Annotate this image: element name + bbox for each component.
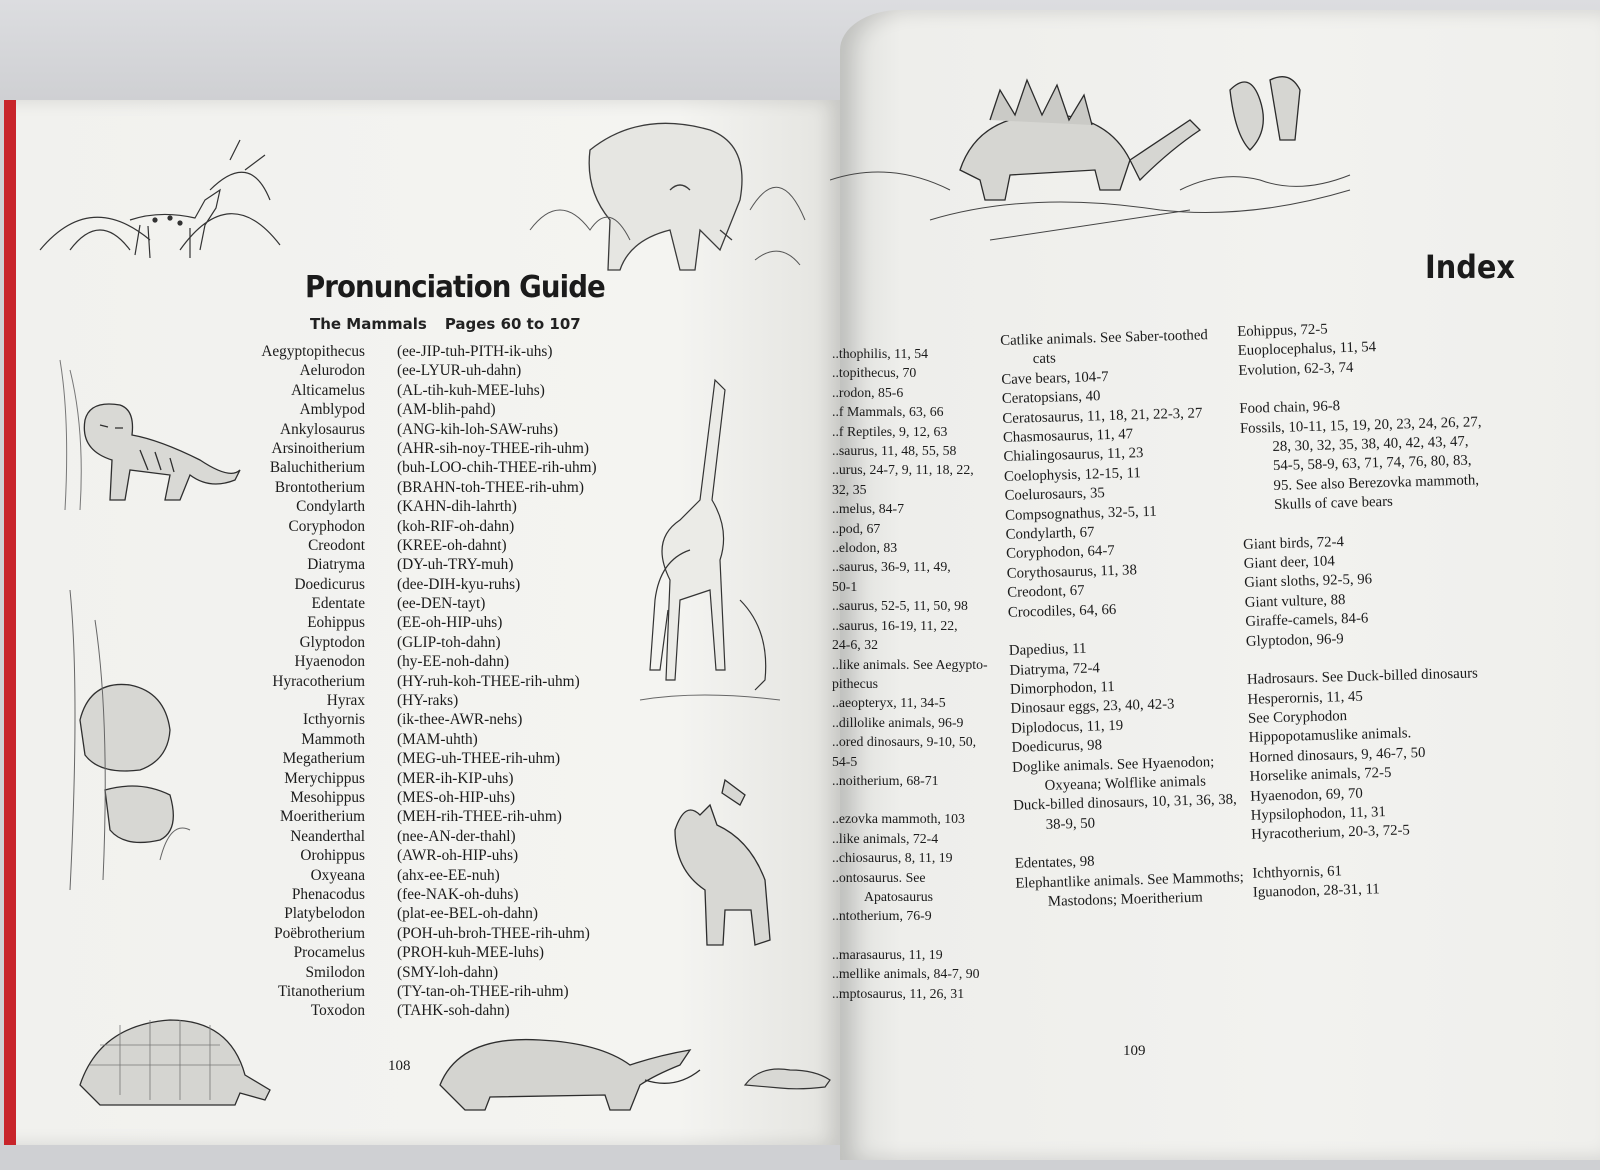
index-entry: Chialingosaurus, 11, 23 — [1003, 445, 1144, 466]
index-entry: 54-5 — [832, 753, 858, 769]
pronunciation: (MES-oh-HIP-uhs) — [397, 788, 516, 806]
index-entry: ..like animals. See Aegypto- — [832, 656, 988, 672]
pronunciation: (TY-tan-oh-THEE-rih-uhm) — [397, 982, 569, 1000]
rhinoceros-sketch — [520, 110, 810, 290]
index-spacer — [832, 926, 997, 945]
pronunciation: (ee-JIP-tuh-PITH-ik-uhs) — [397, 343, 553, 360]
index-entry: Horselike animals, 72-5 — [1249, 764, 1392, 785]
index-title: Index — [1425, 248, 1515, 286]
species-name: Creodont — [308, 536, 365, 554]
index-entry: ..marasaurus, 11, 19 — [832, 946, 943, 962]
pronunciation-row — [180, 769, 650, 788]
species-name: Doedicurus — [294, 575, 365, 593]
pronunciation: (DY-uh-TRY-muh) — [397, 556, 514, 574]
index-entry: Euoplocephalus, 11, 54 — [1237, 339, 1377, 360]
subtitle-pages: Pages 60 to 107 — [444, 315, 581, 333]
species-name: Icthyornis — [302, 711, 365, 729]
species-name: Hyaenodon — [294, 653, 365, 671]
index-entry: Corythosaurus, 11, 38 — [1006, 562, 1138, 582]
pronunciation-row — [180, 439, 650, 458]
index-entry: Giant sloths, 92-5, 96 — [1244, 571, 1373, 592]
index-entry: Doedicurus, 98 — [1011, 737, 1103, 756]
pronunciation: (ANG-kih-loh-SAW-ruhs) — [397, 420, 559, 438]
index-column-2 — [1000, 326, 1248, 914]
index-entry: Diatryma, 72-4 — [1009, 659, 1101, 679]
index-entry: Horned dinosaurs, 9, 46-7, 50 — [1248, 744, 1426, 766]
index-entry: Fossils, 10-11, 15, 19, 20, 23, 24, 26, 27, 28, 30, 32, 35, 38, 40, 42, 43, 47, 54-5, 58-9, 63, 71, 74, 76, 80, 83, 95. See also Berezovka mammoth, Skulls of cave bears — [1239, 413, 1482, 514]
pronunciation-row — [180, 807, 650, 826]
index-entry: ..thophilis, 11, 54 — [832, 346, 929, 361]
index-entry: Doglike animals. See Hyaenodon; Oxyeana; Wolflike animals — [1011, 753, 1215, 794]
index-entry: Edentates, 98 — [1014, 853, 1095, 872]
index-entry: ..ored dinosaurs, 9-10, 50, — [832, 734, 977, 750]
pronunciation-guide-subtitle — [310, 315, 581, 333]
index-entry: Giraffe-camels, 84-6 — [1245, 610, 1369, 631]
mammoth-sketch — [430, 1025, 710, 1115]
index-entry: Elephantlike animals. See Mammoths; Mastodons; Moeritherium — [1015, 868, 1245, 910]
pronunciation-row — [180, 827, 650, 846]
pronunciation: (nee-AN-der-thahl) — [397, 827, 516, 845]
index-entry: Hesperornis, 11, 45 — [1247, 688, 1364, 708]
species-name: Hyracotherium — [272, 672, 365, 690]
species-name: Poëbrotherium — [274, 924, 365, 942]
pronunciation-row — [180, 400, 650, 419]
pronunciation: (KAHN-dih-lahrth) — [397, 498, 517, 516]
pronunciation: (ahx-ee-EE-nuh) — [397, 866, 500, 884]
subtitle-group: The Mammals — [310, 315, 427, 333]
index-entry: ..mellike animals, 84-7, 90 — [832, 966, 980, 982]
species-name: Baluchitherium — [269, 459, 365, 477]
index-entry: Diplodocus, 11, 19 — [1010, 717, 1124, 737]
pronunciation-row — [180, 458, 650, 477]
index-entry: ..chiosaurus, 8, 11, 19 — [832, 850, 953, 866]
index-entry: ..urus, 24-7, 9, 11, 18, 22, — [832, 462, 974, 478]
pronunciation-row — [180, 555, 650, 574]
pronunciation-row — [180, 788, 650, 807]
index-entry: Hypsilophodon, 11, 31 — [1250, 803, 1387, 824]
pronunciation-row — [180, 478, 650, 497]
index-entry: Ceratopsians, 40 — [1001, 388, 1101, 408]
species-name: Platybelodon — [284, 905, 365, 923]
species-name: Ankylosaurus — [280, 420, 365, 438]
pronunciation-row — [180, 749, 650, 768]
pronunciation: (fee-NAK-oh-duhs) — [397, 885, 519, 903]
index-entry: ..saurus, 52-5, 11, 50, 98 — [832, 598, 968, 614]
index-entry: ..ontosaurus. See Apatosaurus — [832, 869, 933, 904]
index-entry: Giant deer, 104 — [1243, 553, 1335, 572]
index-entry: Catlike animals. See Saber-toothed cats — [1000, 327, 1209, 368]
pronunciation: (TAHK-soh-dahn) — [397, 1002, 510, 1020]
pronunciation: (MER-ih-KIP-uhs) — [397, 769, 514, 787]
pronunciation-row — [180, 963, 650, 982]
hyrax-sketch — [50, 580, 200, 910]
pronunciation: (MAM-uhth) — [397, 730, 478, 748]
species-name: Smilodon — [305, 963, 365, 981]
pronunciation-row — [180, 924, 650, 943]
index-entry: ..like animals, 72-4 — [832, 830, 939, 846]
pronunciation: (BRAHN-toh-THEE-rih-uhm) — [397, 478, 584, 496]
species-name: Oxyeana — [310, 866, 365, 884]
species-name: Titanotherium — [278, 982, 365, 1000]
species-name: Neanderthal — [290, 827, 365, 845]
species-name: Condylarth — [296, 498, 365, 516]
index-entry: Hadrosaurs. See Duck-billed dinosaurs — [1246, 665, 1479, 688]
pronunciation-row — [180, 866, 650, 885]
index-column-1 — [832, 344, 997, 1003]
platybelodon-sketch — [655, 770, 785, 960]
pronunciation-row — [180, 710, 650, 729]
index-entry: Duck-billed dinosaurs, 10, 31, 36, 38, 38-9, 50 — [1013, 791, 1237, 833]
pronunciation-row — [180, 342, 650, 361]
pronunciation: (PROH-kuh-MEE-luhs) — [397, 944, 545, 962]
index-entry: Giant birds, 72-4 — [1242, 533, 1345, 553]
pronunciation: (buh-LOO-chih-THEE-rih-uhm) — [397, 459, 597, 477]
index-entry: Coelurosaurs, 35 — [1004, 485, 1106, 505]
pronunciation: (HY-raks) — [397, 692, 459, 710]
species-name: Alticamelus — [291, 381, 365, 399]
index-entry: ..elodon, 83 — [832, 540, 898, 556]
index-entry: Dimorphodon, 11 — [1009, 678, 1115, 698]
species-name: Eohippus — [307, 614, 365, 632]
index-entry: ..saurus, 16-19, 11, 22, — [832, 617, 958, 633]
species-name: Glyptodon — [299, 633, 365, 651]
index-column-3 — [1237, 316, 1498, 903]
index-entry: Giant vulture, 88 — [1244, 591, 1346, 611]
species-name: Procamelus — [293, 944, 365, 962]
small-cat-sketch — [740, 1055, 840, 1095]
species-name: Aegyptopithecus — [261, 343, 365, 360]
species-name: Edentate — [311, 595, 365, 613]
pronunciation: (ee-LYUR-uh-dahn) — [397, 362, 522, 380]
index-entry: Eohippus, 72-5 — [1237, 321, 1328, 340]
glyptodon-sketch — [60, 1005, 290, 1115]
index-entry: Creodont, 67 — [1007, 583, 1085, 602]
species-name: Orohippus — [300, 847, 365, 865]
species-name: Diatryma — [307, 556, 365, 574]
pronunciation-row — [180, 517, 650, 536]
index-entry: ..pod, 67 — [832, 520, 881, 536]
pronunciation: (koh-RIF-oh-dahn) — [397, 517, 515, 535]
species-name: Hyrax — [326, 692, 365, 710]
pronunciation: (AWR-oh-HIP-uhs) — [397, 847, 519, 865]
pronunciation-row — [180, 575, 650, 594]
index-entry: ..topithecus, 70 — [832, 365, 917, 381]
index-entry: Dinosaur eggs, 23, 40, 42-3 — [1010, 696, 1175, 718]
pronunciation: (hy-EE-noh-dahn) — [397, 653, 510, 671]
index-entry: pithecus — [832, 675, 878, 691]
index-entry: Coryphodon, 64-7 — [1005, 543, 1115, 563]
species-name: Aelurodon — [299, 362, 365, 380]
index-entry: ..f Mammals, 63, 66 — [832, 404, 944, 420]
index-entry: ..ntotherium, 76-9 — [832, 908, 932, 924]
pronunciation-row — [180, 730, 650, 749]
index-entry: ..aeopteryx, 11, 34-5 — [832, 695, 946, 711]
index-entry: Glyptodon, 96-9 — [1245, 630, 1344, 650]
pronunciation-row — [180, 381, 650, 400]
pronunciation: (AM-blih-pahd) — [397, 401, 496, 419]
species-name: Amblypod — [299, 401, 365, 419]
index-entry: Evolution, 62-3, 74 — [1238, 359, 1354, 379]
index-entry: ..f Reptiles, 9, 12, 63 — [832, 423, 948, 439]
right-page-number: 109 — [1123, 1043, 1146, 1059]
species-name: Arsinoitherium — [271, 439, 365, 457]
index-spacer — [832, 790, 997, 809]
index-entry: ..mptosaurus, 11, 26, 31 — [832, 985, 965, 1001]
left-page-number: 108 — [388, 1058, 411, 1074]
pronunciation-row — [180, 672, 650, 691]
pronunciation-row — [180, 1001, 650, 1020]
deer-sketch — [30, 130, 300, 270]
pronunciation-row — [180, 885, 650, 904]
index-entry: Iguanodon, 28-31, 11 — [1252, 881, 1380, 901]
pronunciation: (EE-oh-HIP-uhs) — [397, 614, 503, 632]
index-entry: Cave bears, 104-7 — [1001, 368, 1109, 388]
pronunciation-row — [180, 361, 650, 380]
index-entry: Ceratosaurus, 11, 18, 21, 22-3, 27 — [1002, 405, 1203, 427]
index-entry: Coelophysis, 12-15, 11 — [1003, 464, 1141, 485]
pronunciation-row — [180, 846, 650, 865]
index-entry: See Coryphodon — [1247, 707, 1348, 727]
book-cover-edge — [4, 100, 16, 1145]
index-entry: ..rodon, 85-6 — [832, 384, 904, 400]
pronunciation-row — [180, 943, 650, 962]
species-name: Toxodon — [310, 1002, 365, 1020]
index-entry: ..saurus, 36-9, 11, 49, — [832, 559, 951, 575]
pronunciation: (KREE-oh-dahnt) — [397, 536, 507, 554]
pronunciation-row — [180, 982, 650, 1001]
pronunciation: (dee-DIH-kyu-ruhs) — [397, 575, 521, 593]
species-name: Megatherium — [282, 750, 365, 768]
pronunciation: (AL-tih-kuh-MEE-luhs) — [397, 381, 545, 399]
species-name: Merychippus — [284, 769, 365, 787]
pronunciation-row — [180, 420, 650, 439]
species-name: Coryphodon — [288, 517, 365, 535]
index-entry: 24-6, 32 — [832, 637, 878, 653]
index-entry: ..dillolike animals, 96-9 — [832, 714, 964, 730]
species-name: Moeritherium — [280, 808, 365, 826]
index-entry: Hippopotamuslike animals. — [1248, 725, 1412, 747]
pronunciation-row — [180, 497, 650, 516]
pronunciation: (MEH-rih-THEE-rih-uhm) — [397, 808, 562, 826]
pronunciation-row — [180, 904, 650, 923]
index-entry: ..melus, 84-7 — [832, 501, 905, 517]
pronunciation-row — [180, 652, 650, 671]
species-name: Brontotherium — [274, 478, 365, 496]
pronunciation-row — [180, 613, 650, 632]
index-entry: Food chain, 96-8 — [1239, 398, 1341, 418]
index-entry: ..noitherium, 68-71 — [832, 772, 939, 788]
pronunciation-row — [180, 633, 650, 652]
pronunciation-guide-title: Pronunciation Guide — [305, 270, 605, 305]
pronunciation-row — [180, 691, 650, 710]
index-entry: Hyracotherium, 20-3, 72-5 — [1251, 822, 1411, 844]
index-entry: Crocodiles, 64, 66 — [1007, 601, 1117, 621]
index-entry: Dapedius, 11 — [1008, 640, 1087, 659]
pronunciation-list — [180, 342, 650, 1021]
pronunciation: (POH-uh-broh-THEE-rih-uhm) — [397, 924, 590, 942]
species-name: Phenacodus — [291, 885, 365, 903]
index-entry: ..saurus, 11, 48, 55, 58 — [832, 443, 957, 459]
pronunciation: (MEG-uh-THEE-rih-uhm) — [397, 750, 561, 768]
species-name: Mammoth — [301, 730, 365, 748]
index-entry: Condylarth, 67 — [1005, 524, 1095, 543]
pronunciation: (HY-ruh-koh-THEE-rih-uhm) — [397, 672, 580, 690]
pronunciation: (SMY-loh-dahn) — [397, 963, 499, 981]
index-entry: ..ezovka mammoth, 103 — [832, 811, 965, 827]
pronunciation: (ee-DEN-tayt) — [397, 595, 486, 613]
pronunciation: (ik-thee-AWR-nehs) — [397, 711, 523, 729]
index-entry: Compsognathus, 32-5, 11 — [1004, 503, 1157, 524]
index-entry: 50-1 — [832, 578, 858, 594]
index-entry: Chasmosaurus, 11, 47 — [1002, 426, 1134, 446]
pronunciation: (GLIP-toh-dahn) — [397, 633, 501, 651]
pronunciation-row — [180, 536, 650, 555]
pronunciation-row — [180, 594, 650, 613]
pronunciation: (plat-ee-BEL-oh-dahn) — [397, 905, 539, 923]
pronunciation: (AHR-sih-noy-THEE-rih-uhm) — [397, 439, 590, 457]
index-entry: 32, 35 — [832, 481, 867, 497]
index-entry: Ichthyornis, 61 — [1252, 863, 1343, 882]
species-name: Mesohippus — [290, 788, 365, 806]
index-entry: Hyaenodon, 69, 70 — [1249, 785, 1364, 805]
stegosaurus-battle-sketch — [830, 40, 1390, 250]
